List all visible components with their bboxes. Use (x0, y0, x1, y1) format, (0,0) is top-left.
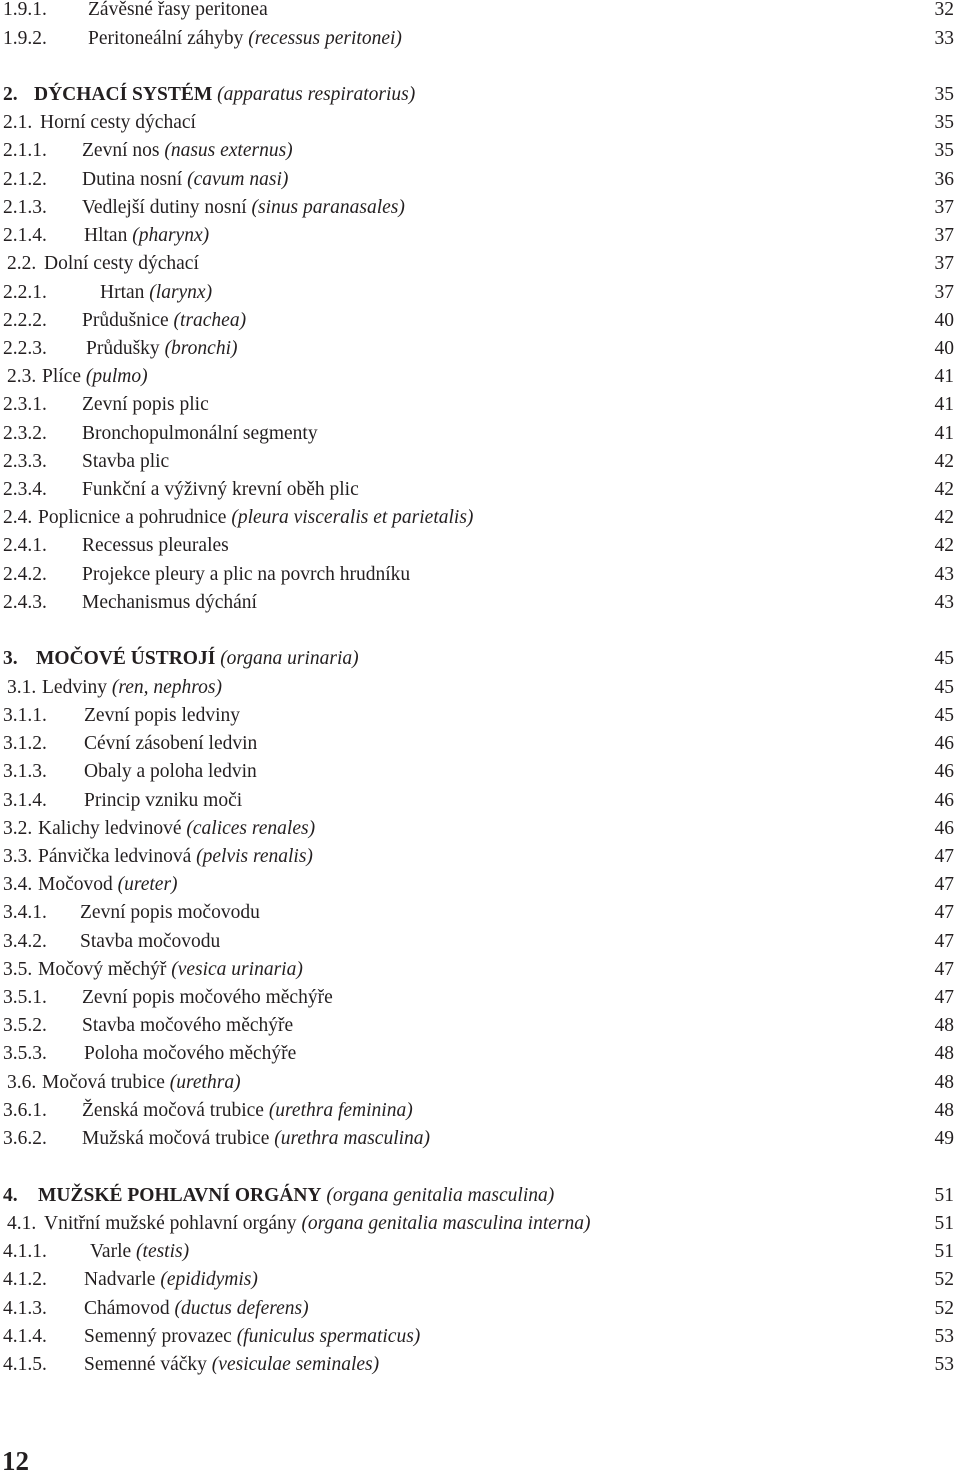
toc-entry (0, 899, 960, 927)
toc-entry (0, 1266, 960, 1294)
entry-number: 3.1.2. (3, 733, 47, 754)
entry-title (84, 1266, 258, 1294)
toc-entry (0, 279, 960, 307)
entry-page: 48 (934, 1100, 954, 1121)
entry-number: 1.9.2. (3, 28, 47, 49)
toc-entry (0, 956, 960, 984)
toc-entry (0, 702, 960, 730)
entry-number: 2.4.3. (3, 592, 47, 613)
toc-chapter-entry (0, 645, 960, 673)
entry-title-text: Průdušky (86, 338, 160, 359)
entry-latin: (nasus externus) (164, 140, 293, 161)
entry-page: 49 (934, 1128, 954, 1149)
entry-title-text: Chámovod (84, 1298, 170, 1319)
entry-number: 3.1.3. (3, 761, 47, 782)
entry-title-text: Stavba plic (82, 451, 170, 472)
entry-number: 2. (3, 84, 18, 105)
entry-title (80, 899, 260, 927)
entry-number: 3.2. (3, 818, 33, 839)
entry-number: 3.6.2. (3, 1128, 47, 1149)
toc-entry (0, 476, 960, 504)
entry-title-text: Zevní nos (82, 140, 160, 161)
entry-number: 3.1.1. (3, 705, 47, 726)
entry-title (84, 1040, 296, 1068)
entry-title-text: MUŽSKÉ POHLAVNÍ ORGÁNY (38, 1185, 322, 1206)
toc-entry (0, 871, 960, 899)
page-number: 12 (2, 1446, 29, 1476)
entry-number: 2.3.1. (3, 394, 47, 415)
entry-page: 41 (934, 366, 954, 387)
entry-title-text: Dolní cesty dýchací (44, 253, 199, 274)
entry-title (84, 730, 257, 758)
entry-page: 47 (934, 874, 954, 895)
entry-title (42, 363, 148, 391)
entry-page: 37 (934, 282, 954, 303)
toc-chapter-entry (0, 1182, 960, 1210)
entry-title-text: Průdušnice (82, 310, 169, 331)
entry-title-text: Plíce (42, 366, 81, 387)
entry-title-text: Mechanismus dýchání (82, 592, 257, 613)
entry-page: 42 (934, 535, 954, 556)
entry-title (40, 109, 196, 137)
entry-page: 43 (934, 564, 954, 585)
entry-number: 2.1. (3, 112, 33, 133)
entry-page: 46 (934, 818, 954, 839)
entry-title-text: Cévní zásobení ledvin (84, 733, 258, 754)
toc-entry (0, 0, 960, 24)
toc-chapter-entry (0, 81, 960, 109)
entry-latin: (bronchi) (164, 338, 238, 359)
entry-page: 43 (934, 592, 954, 613)
entry-latin: (pharynx) (132, 225, 210, 246)
entry-latin: (cavum nasi) (187, 169, 289, 190)
entry-title (100, 279, 212, 307)
entry-number: 4.1.5. (3, 1354, 47, 1375)
entry-page: 40 (934, 338, 954, 359)
entry-number: 3. (3, 648, 18, 669)
entry-page: 45 (934, 648, 954, 669)
entry-title (82, 194, 405, 222)
toc-entry (0, 137, 960, 165)
entry-title (82, 589, 257, 617)
entry-title-text: Močovod (38, 874, 113, 895)
entry-title (42, 674, 222, 702)
entry-number: 3.6. (7, 1072, 37, 1093)
entry-title-text: Obaly a poloha ledvin (84, 761, 257, 782)
entry-title-text: Zevní popis ledviny (84, 705, 240, 726)
toc-entry (0, 1097, 960, 1125)
entry-title-text: Funkční a výživný krevní oběh plic (82, 479, 359, 500)
entry-number: 2.2.1. (3, 282, 47, 303)
entry-page: 37 (934, 253, 954, 274)
entry-page: 40 (934, 310, 954, 331)
entry-title (82, 1097, 413, 1125)
toc-entry (0, 307, 960, 335)
entry-title (38, 956, 303, 984)
entry-number: 3.1.4. (3, 790, 47, 811)
toc-entry (0, 843, 960, 871)
entry-title-text: Dutina nosní (82, 169, 183, 190)
entry-title (36, 645, 359, 673)
entry-title (82, 307, 246, 335)
entry-latin: (ureter) (117, 874, 178, 895)
entry-number: 2.4.2. (3, 564, 47, 585)
entry-latin: (larynx) (149, 282, 213, 303)
entry-title-text: Stavba močového měchýře (82, 1015, 294, 1036)
toc-entry (0, 166, 960, 194)
entry-title (38, 843, 313, 871)
entry-title (82, 137, 293, 165)
toc-entry (0, 589, 960, 617)
entry-page: 52 (934, 1298, 954, 1319)
entry-page: 48 (934, 1043, 954, 1064)
entry-page: 41 (934, 394, 954, 415)
toc-entry (0, 250, 960, 278)
toc-entry (0, 1040, 960, 1068)
entry-number: 3.4.1. (3, 902, 47, 923)
entry-page: 32 (934, 0, 954, 20)
entry-number: 2.3.4. (3, 479, 47, 500)
entry-title (84, 758, 257, 786)
toc-entry (0, 787, 960, 815)
entry-title-text: Bronchopulmonální segmenty (82, 423, 318, 444)
entry-title-text: Močový měchýř (38, 959, 167, 980)
entry-number: 4.1.3. (3, 1298, 47, 1319)
entry-page: 46 (934, 790, 954, 811)
entry-latin: (trachea) (173, 310, 247, 331)
entry-page: 42 (934, 479, 954, 500)
entry-number: 1.9.1. (3, 0, 47, 20)
entry-latin: (ductus deferens) (174, 1298, 309, 1319)
entry-title (84, 1351, 379, 1379)
entry-title-text: Hltan (84, 225, 128, 246)
entry-latin: (testis) (136, 1241, 190, 1262)
entry-number: 3.5. (3, 959, 33, 980)
entry-title (82, 984, 333, 1012)
entry-number: 2.1.3. (3, 197, 47, 218)
toc-entry (0, 928, 960, 956)
entry-title (88, 0, 268, 24)
toc-entry (0, 1295, 960, 1323)
entry-title (44, 1210, 590, 1238)
entry-page: 47 (934, 987, 954, 1008)
entry-latin: (urethra masculina) (274, 1128, 431, 1149)
entry-title (82, 420, 318, 448)
entry-number: 3.5.1. (3, 987, 47, 1008)
entry-latin: (apparatus respiratorius) (217, 84, 416, 105)
entry-title-text: Závěsné řasy peritonea (88, 0, 268, 20)
toc-entry (0, 504, 960, 532)
entry-page: 47 (934, 902, 954, 923)
entry-number: 2.1.1. (3, 140, 47, 161)
entry-title-text: Vedlejší dutiny nosní (82, 197, 247, 218)
entry-title (82, 391, 209, 419)
entry-title-text: Zevní popis plic (82, 394, 209, 415)
entry-page: 35 (934, 112, 954, 133)
entry-number: 3.4.2. (3, 931, 47, 952)
entry-title-text: Vnitřní mužské pohlavní orgány (44, 1213, 297, 1234)
entry-latin: (pleura visceralis et parietalis) (231, 507, 474, 528)
entry-title-text: Zevní popis močového měchýře (82, 987, 333, 1008)
entry-number: 2.2.2. (3, 310, 47, 331)
entry-title-text: Semenný provazec (84, 1326, 232, 1347)
entry-title-text: Pánvička ledvinová (38, 846, 192, 867)
entry-title (86, 335, 238, 363)
entry-title-text: Poloha močového měchýře (84, 1043, 297, 1064)
entry-page: 42 (934, 451, 954, 472)
entry-number: 2.3. (7, 366, 37, 387)
entry-page: 45 (934, 705, 954, 726)
entry-number: 2.4.1. (3, 535, 47, 556)
entry-number: 4. (3, 1185, 18, 1206)
toc-entry (0, 532, 960, 560)
entry-number: 4.1.4. (3, 1326, 47, 1347)
entry-page: 48 (934, 1015, 954, 1036)
entry-title (84, 222, 209, 250)
entry-title (80, 928, 220, 956)
entry-latin: (pulmo) (85, 366, 148, 387)
entry-title-text: MOČOVÉ ÚSTROJÍ (36, 648, 216, 669)
entry-latin: (vesica urinaria) (171, 959, 303, 980)
entry-number: 2.3.3. (3, 451, 47, 472)
entry-title-text: Ledviny (42, 677, 107, 698)
toc-entry (0, 1323, 960, 1351)
entry-title-text: Semenné váčky (84, 1354, 207, 1375)
entry-title (82, 1125, 430, 1153)
entry-page: 35 (934, 84, 954, 105)
entry-title (82, 1012, 293, 1040)
entry-number: 2.4. (3, 507, 33, 528)
toc-entry (0, 420, 960, 448)
entry-number: 3.6.1. (3, 1100, 47, 1121)
entry-title-text: Ženská močová trubice (82, 1100, 264, 1121)
entry-title (42, 1069, 241, 1097)
entry-number: 4.1. (7, 1213, 37, 1234)
toc-entry (0, 1210, 960, 1238)
entry-title-text: Nadvarle (84, 1269, 156, 1290)
entry-latin: (pelvis renalis) (196, 846, 313, 867)
entry-title-text: Peritoneální záhyby (88, 28, 244, 49)
entry-page: 53 (934, 1326, 954, 1347)
entry-title (84, 702, 240, 730)
entry-title-text: Mužská močová trubice (82, 1128, 270, 1149)
entry-number: 2.2.3. (3, 338, 47, 359)
entry-page: 35 (934, 140, 954, 161)
entry-page: 48 (934, 1072, 954, 1093)
entry-title-text: Hrtan (100, 282, 145, 303)
toc-entry (0, 984, 960, 1012)
entry-latin: (vesiculae seminales) (211, 1354, 380, 1375)
entry-page: 33 (934, 28, 954, 49)
entry-title (82, 476, 359, 504)
toc-entry (0, 448, 960, 476)
entry-title (82, 166, 288, 194)
toc-entry (0, 1125, 960, 1153)
toc-entry (0, 1012, 960, 1040)
entry-page: 51 (934, 1213, 954, 1234)
toc-entry (0, 1069, 960, 1097)
entry-title-text: Varle (90, 1241, 132, 1262)
entry-latin: (ren, nephros) (111, 677, 222, 698)
entry-page: 47 (934, 931, 954, 952)
entry-latin: (organa urinaria) (220, 648, 359, 669)
toc-entry (0, 335, 960, 363)
entry-number: 3.5.2. (3, 1015, 47, 1036)
entry-title-text: Stavba močovodu (80, 931, 221, 952)
entry-title (82, 448, 169, 476)
entry-page: 51 (934, 1185, 954, 1206)
entry-latin: (epididymis) (160, 1269, 258, 1290)
entry-page: 47 (934, 846, 954, 867)
entry-latin: (organa genitalia masculina) (326, 1185, 555, 1206)
entry-page: 51 (934, 1241, 954, 1262)
toc-entry (0, 25, 960, 53)
entry-latin: (recessus peritonei) (248, 28, 402, 49)
entry-title-text: Poplicnice a pohrudnice (38, 507, 227, 528)
entry-title (84, 1323, 420, 1351)
toc-entry (0, 758, 960, 786)
toc-entry (0, 222, 960, 250)
entry-title-text: Horní cesty dýchací (40, 112, 196, 133)
entry-page: 47 (934, 959, 954, 980)
entry-title (38, 815, 315, 843)
entry-title-text: Recessus pleurales (82, 535, 229, 556)
entry-latin: (funiculus spermaticus) (236, 1326, 421, 1347)
entry-title (38, 1182, 554, 1210)
entry-page: 52 (934, 1269, 954, 1290)
entry-title (90, 1238, 189, 1266)
toc-entry (0, 815, 960, 843)
toc-entry (0, 561, 960, 589)
entry-number: 2.3.2. (3, 423, 47, 444)
entry-number: 3.3. (3, 846, 33, 867)
entry-latin: (urethra) (169, 1072, 241, 1093)
entry-number: 2.2. (7, 253, 37, 274)
toc-entry (0, 730, 960, 758)
entry-page: 41 (934, 423, 954, 444)
toc-entry (0, 391, 960, 419)
entry-page: 37 (934, 197, 954, 218)
entry-page: 45 (934, 677, 954, 698)
toc-entry (0, 674, 960, 702)
entry-latin: (urethra feminina) (268, 1100, 413, 1121)
entry-number: 3.5.3. (3, 1043, 47, 1064)
entry-title (38, 871, 178, 899)
entry-page: 36 (934, 169, 954, 190)
entry-title (88, 25, 402, 53)
entry-title (84, 787, 242, 815)
entry-title-text: Projekce pleury a plic na povrch hrudníku (82, 564, 411, 585)
entry-title-text: Kalichy ledvinové (38, 818, 182, 839)
entry-title-text: DÝCHACÍ SYSTÉM (34, 84, 213, 105)
entry-page: 46 (934, 733, 954, 754)
toc-entry (0, 109, 960, 137)
entry-number: 4.1.2. (3, 1269, 47, 1290)
entry-title (84, 1295, 309, 1323)
toc-entry (0, 194, 960, 222)
entry-page: 37 (934, 225, 954, 246)
entry-title (82, 532, 229, 560)
toc-entry (0, 1238, 960, 1266)
entry-number: 2.1.2. (3, 169, 47, 190)
entry-title (44, 250, 199, 278)
entry-title-text: Močová trubice (42, 1072, 165, 1093)
entry-title (34, 81, 415, 109)
entry-latin: (sinus paranasales) (251, 197, 405, 218)
entry-latin: (organa genitalia masculina interna) (301, 1213, 591, 1234)
entry-page: 53 (934, 1354, 954, 1375)
entry-latin: (calices renales) (186, 818, 316, 839)
entry-number: 4.1.1. (3, 1241, 47, 1262)
entry-title-text: Zevní popis močovodu (80, 902, 260, 923)
toc-entry (0, 1351, 960, 1379)
toc-entry (0, 363, 960, 391)
entry-title (38, 504, 473, 532)
entry-number: 2.1.4. (3, 225, 47, 246)
entry-page: 46 (934, 761, 954, 782)
entry-title-text: Princip vzniku moči (84, 790, 243, 811)
entry-number: 3.1. (7, 677, 37, 698)
entry-number: 3.4. (3, 874, 33, 895)
entry-title (82, 561, 410, 589)
entry-page: 42 (934, 507, 954, 528)
